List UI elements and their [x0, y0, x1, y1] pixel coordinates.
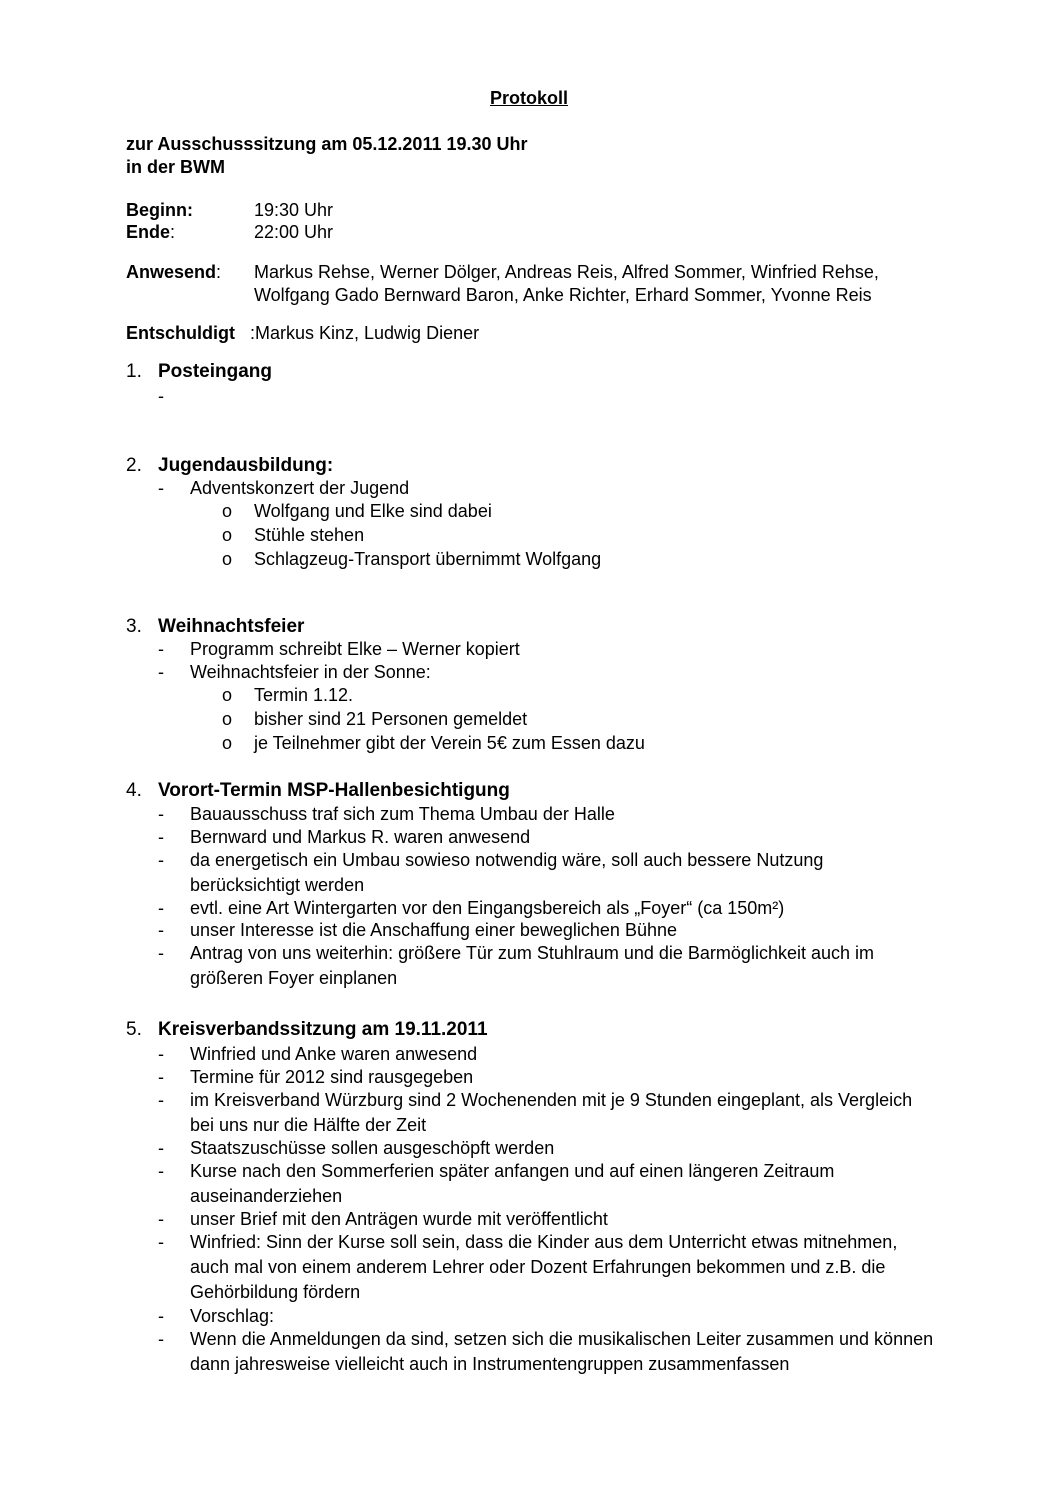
circle-bullet: o — [222, 685, 233, 705]
section-title: Vorort-Termin MSP-Hallenbesichtigung — [158, 780, 510, 801]
list-item — [158, 848, 918, 898]
anwesend-label-wrap — [126, 261, 221, 283]
dash-bullet: - — [158, 1306, 164, 1326]
ende-value: 22:00 Uhr — [254, 222, 334, 242]
dash-bullet: - — [158, 1067, 164, 1087]
list-item-text: Termine für 2012 sind rausgegeben — [190, 1067, 474, 1087]
circle-bullet: o — [222, 501, 233, 521]
document-title: Protokoll — [489, 88, 568, 108]
dash-bullet: - — [158, 386, 164, 406]
dash-bullet: - — [158, 662, 164, 682]
anwesend-colon: : — [216, 262, 222, 282]
list-item — [158, 941, 948, 991]
dash-bullet: - — [158, 1232, 164, 1252]
list-item — [158, 1088, 928, 1138]
list-item — [158, 1065, 938, 1090]
list-item-text: unser Brief mit den Anträgen wurde mit veröffentlicht — [190, 1209, 608, 1229]
dash-bullet: - — [158, 1329, 164, 1349]
beginn-value: 19:30 Uhr — [254, 200, 334, 220]
sub-item-text: Wolfgang und Elke sind dabei — [254, 501, 492, 521]
ende-label: Ende — [126, 222, 171, 242]
dash-bullet: - — [158, 1209, 164, 1229]
list-item-text: im Kreisverband Würzburg sind 2 Wochenenden mit je 9 Stunden eingeplant, als Vergleich bei uns nur die Hälfte der Zeit — [190, 1090, 913, 1135]
entschuldigt-label: Entschuldigt — [126, 323, 235, 343]
dash-bullet: - — [158, 898, 164, 918]
list-item-text: da energetisch ein Umbau sowieso notwendig wäre, soll auch bessere Nutzung berücksichtigt werden — [190, 850, 824, 895]
list-item — [158, 1159, 928, 1209]
list-item-text: Staatszuschüsse sollen ausgeschöpft werden — [190, 1138, 555, 1158]
anwesend-line1: Markus Rehse, Werner Dölger, Andreas Reis, Alfred Sommer, Winfried Rehse, — [254, 262, 879, 282]
list-item — [158, 660, 938, 685]
sub-item-text: bisher sind 21 Personen gemeldet — [254, 709, 528, 729]
section-title: Weihnachtsfeier — [158, 616, 305, 637]
section-title: Posteingang — [158, 361, 273, 382]
list-item-text: Vorschlag: — [190, 1306, 275, 1326]
sub-item-text: Termin 1.12. — [254, 685, 354, 705]
list-item-text: Bauausschuss traf sich zum Thema Umbau der Halle — [190, 804, 615, 824]
section-title: Kreisverbandssitzung am 19.11.2011 — [158, 1019, 488, 1040]
sub-item-text: Schlagzeug-Transport übernimmt Wolfgang — [254, 549, 602, 569]
dash-bullet: - — [158, 920, 164, 940]
list-item — [158, 1136, 938, 1161]
list-item — [158, 1327, 948, 1377]
dash-bullet: - — [158, 478, 164, 498]
list-item-text: Kurse nach den Sommerferien später anfangen und auf einen längeren Zeitraum auseinanderziehen — [190, 1161, 835, 1206]
section-number: 2. — [126, 455, 142, 476]
meeting-subtitle: zur Ausschusssitzung am 05.12.2011 19.30 Uhr — [126, 134, 528, 154]
sub-item-text: je Teilnehmer gibt der Verein 5€ zum Essen dazu — [254, 733, 645, 753]
entschuldigt-value: :Markus Kinz, Ludwig Diener — [250, 323, 480, 343]
dash-bullet: - — [158, 1161, 164, 1181]
beginn-label: Beginn: — [126, 200, 193, 220]
list-item-text: Programm schreibt Elke – Werner kopiert — [190, 639, 520, 659]
circle-bullet: o — [222, 525, 233, 545]
dash-bullet: - — [158, 1138, 164, 1158]
section-number: 4. — [126, 780, 142, 801]
list-item-text: unser Interesse ist die Anschaffung einer beweglichen Bühne — [190, 920, 677, 940]
circle-bullet: o — [222, 549, 233, 569]
dash-bullet: - — [158, 804, 164, 824]
section-number: 5. — [126, 1019, 142, 1040]
list-item — [158, 1230, 918, 1305]
dash-bullet: - — [158, 827, 164, 847]
list-item — [158, 476, 938, 501]
ende-colon: : — [170, 222, 176, 242]
list-item-text: evtl. eine Art Wintergarten vor den Eingangsbereich als „Foyer“ (ca 150m²) — [190, 898, 785, 918]
list-item — [158, 918, 938, 943]
dash-bullet: - — [158, 639, 164, 659]
dash-bullet: - — [158, 943, 164, 963]
list-item — [158, 1207, 938, 1232]
list-item-text: Wenn die Anmeldungen da sind, setzen sich die musikalischen Leiter zusammen und können dann jahresweise vielleicht auch in Instrumentengruppen zusammenfassen — [190, 1329, 934, 1374]
dash-bullet: - — [158, 1090, 164, 1110]
dash-bullet: - — [158, 850, 164, 870]
section-title: Jugendausbildung: — [158, 455, 334, 476]
list-item-text: Bernward und Markus R. waren anwesend — [190, 827, 531, 847]
list-item-text: Winfried: Sinn der Kurse soll sein, dass die Kinder aus dem Unterricht etwas mitnehmen, auch mal von einem anderem Lehrer oder Dozent Erfahrungen bekommen und z.B. die Gehörbildung fördern — [190, 1232, 898, 1302]
sub-item-text: Stühle stehen — [254, 525, 365, 545]
circle-bullet: o — [222, 709, 233, 729]
list-item — [158, 825, 938, 850]
dash-bullet: - — [158, 1044, 164, 1064]
list-item-text: Adventskonzert der Jugend — [190, 478, 410, 498]
circle-bullet: o — [222, 733, 233, 753]
ende-label-wrap — [126, 221, 175, 243]
list-item — [158, 1304, 938, 1329]
list-item — [158, 1042, 938, 1067]
anwesend-label: Anwesend — [126, 262, 217, 282]
section-number: 3. — [126, 616, 142, 637]
list-item-text: Antrag von uns weiterhin: größere Tür zum Stuhlraum und die Barmöglichkeit auch im größeren Foyer einplanen — [190, 943, 874, 988]
list-item-text: Winfried und Anke waren anwesend — [190, 1044, 478, 1064]
list-item — [158, 802, 938, 827]
list-item-text: Weihnachtsfeier in der Sonne: — [190, 662, 431, 682]
anwesend-line2: Wolfgang Gado Bernward Baron, Anke Richter, Erhard Sommer, Yvonne Reis — [254, 285, 872, 305]
list-item — [158, 637, 938, 662]
section-number: 1. — [126, 361, 142, 382]
meeting-location: in der BWM — [126, 157, 225, 177]
